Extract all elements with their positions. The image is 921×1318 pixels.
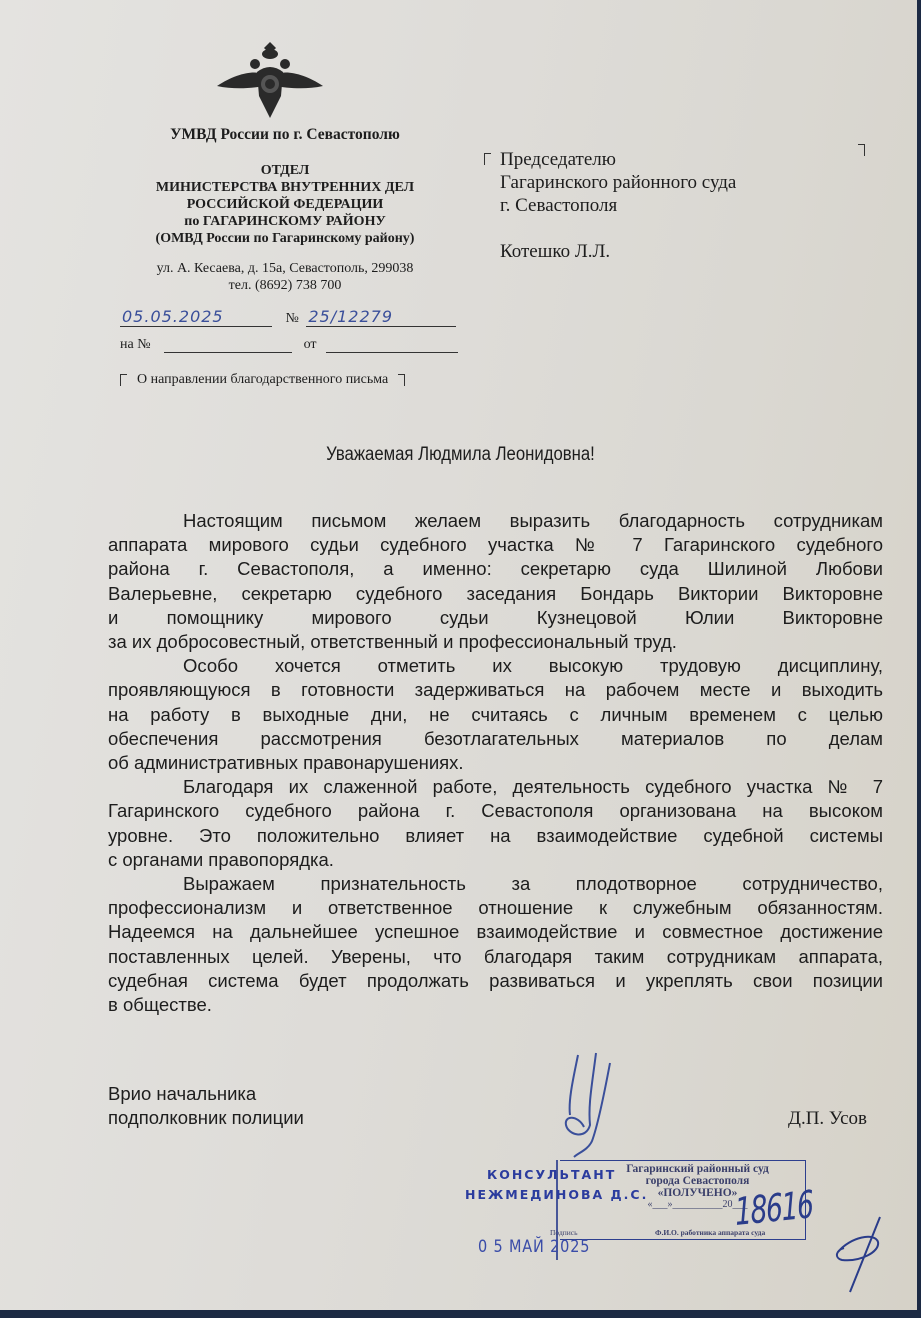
signatory-title — [108, 1082, 304, 1130]
org-contacts — [120, 260, 450, 294]
dept-line: (ОМВД России по Гагаринскому району) — [155, 231, 415, 246]
addressee-line: г. Севастополя — [500, 195, 618, 216]
addressee-line: Председателю — [500, 149, 616, 170]
corner-bracket-left-icon — [484, 153, 491, 165]
text-line: Настоящим письмом желаем выразить благодарность сотрудникам — [183, 510, 883, 531]
text-line: района г. Севастополя, а именно: секретарю суда Шилиной Любови — [108, 558, 883, 580]
paragraph-2 — [108, 654, 883, 775]
text-line: и помощнику мирового судьи Кузнецовой Юлии Викторовне — [108, 606, 883, 628]
text-line: поставленных целей. Уверены, что благодаря таким сотрудникам аппарата, — [108, 945, 883, 967]
subject-text: О направлении благодарственного письма — [137, 372, 389, 387]
paragraph-3 — [108, 775, 883, 872]
court-stamp-received: «ПОЛУЧЕНО» — [657, 1187, 738, 1199]
outgoing-date-field — [120, 308, 272, 327]
text-line: аппарата мирового судьи судебного участка № 7 Гагаринского судебного — [108, 534, 883, 556]
paragraph-1 — [108, 509, 883, 654]
text-line: профессионализм и ответственное отношение к служебным обязанностям. — [108, 897, 883, 919]
text-line: за их добросовестный, ответственный и профессиональный труд. — [108, 631, 677, 653]
outgoing-number-field — [306, 308, 456, 327]
text-line: проявляющуюся в готовности задерживаться на рабочем месте и выходить — [108, 679, 883, 701]
org-main-title: УМВД России по г. Севастополю — [170, 126, 400, 143]
dept-line: МИНИСТЕРСТВА ВНУТРЕННИХ ДЕЛ — [155, 180, 415, 195]
outgoing-number: 25/12279 — [308, 307, 394, 326]
text-line: об административных правонарушениях. — [108, 752, 464, 774]
org-address: ул. А. Кесаева, д. 15а, Севастополь, 299038 — [156, 261, 414, 276]
text-line: в обществе. — [108, 994, 212, 1016]
letter-subject — [120, 372, 405, 388]
text-line: обеспечения рассмотрения безотлагательных материалов по делам — [108, 727, 883, 749]
corner-bracket-left-icon — [120, 374, 127, 386]
court-stamp-line: города Севастополя — [645, 1175, 750, 1187]
text-line: судебная система будет продолжать развиваться и укреплять свои позиции — [108, 969, 883, 991]
court-stamp-fio-caption: Ф.И.О. работника аппарата суда — [655, 1228, 766, 1237]
letter-body — [108, 509, 883, 1017]
court-stamp-date-blank: «___»__________20___ — [647, 1199, 748, 1210]
consultant-title: КОНСУЛЬТАНТ — [487, 1167, 617, 1182]
mvd-emblem-icon — [215, 38, 325, 130]
handwritten-initials-icon — [830, 1212, 890, 1297]
text-line: Надеемся на дальнейшее успешное взаимодействие и совместное достижение — [108, 921, 883, 943]
text-line: Выражаем признательность за плодотворное сотрудничество, — [183, 873, 883, 895]
text-line: на работу в выходные дни, не считаясь с личным временем с целью — [108, 703, 883, 725]
department-name — [120, 162, 450, 247]
signatory-name: Д.П. Усов — [788, 1108, 868, 1129]
salutation: Уважаемая Людмила Леонидовна! — [326, 444, 595, 465]
text-line: Особо хочется отметить их высокую трудовую дисциплину, — [183, 655, 883, 677]
signatory-rank: подполковник полиции — [108, 1107, 304, 1128]
consultant-name: НЕЖМЕДИНОВА Д.С. — [465, 1187, 649, 1202]
number-label: № — [285, 311, 299, 326]
from-label: от — [303, 337, 317, 352]
org-phone: тел. (8692) 738 700 — [228, 278, 342, 293]
reply-registration — [120, 334, 458, 353]
signatory-position: Врио начальника — [108, 1083, 257, 1104]
reply-to-field — [164, 334, 292, 353]
received-date-stamp: 0 5 МАЙ 2025 — [478, 1237, 591, 1257]
text-line: Гагаринского судебного района г. Севастополя организована на высоком — [108, 800, 883, 822]
paragraph-4 — [108, 872, 883, 1017]
incoming-number-handwritten: 18616 — [733, 1182, 814, 1234]
corner-bracket-right-icon — [398, 374, 405, 386]
court-stamp-sign-caption: Подпись — [550, 1228, 578, 1237]
consultant-stamp — [465, 1165, 649, 1205]
text-line: Благодаря их слаженной работе, деятельность судебного участка № 7 — [183, 776, 883, 798]
from-field — [326, 334, 458, 353]
outgoing-registration — [120, 308, 456, 327]
corner-bracket-right-icon — [858, 144, 865, 156]
court-stamp-line: Гагаринский районный суд — [626, 1163, 769, 1175]
dept-line: РОССИЙСКОЙ ФЕДЕРАЦИИ — [186, 197, 384, 212]
outgoing-date: 05.05.2025 — [122, 307, 224, 326]
text-line: Валерьевне, секретарю судебного заседания Бондарь Виктории Викторовне — [108, 582, 883, 604]
text-line: с органами правопорядка. — [108, 848, 334, 870]
handwritten-signature-icon — [548, 1045, 638, 1165]
reply-to-label: на № — [120, 337, 151, 352]
dept-line: по ГАГАРИНСКОМУ РАЙОНУ — [184, 214, 386, 229]
addressee-name: Котешко Л.Л. — [500, 241, 611, 262]
text-line: уровне. Это положительно влияет на взаимодействие судебной системы — [108, 824, 883, 846]
dept-line: ОТДЕЛ — [260, 163, 310, 178]
addressee-block — [484, 148, 736, 263]
addressee-line: Гагаринского районного суда — [500, 172, 737, 193]
